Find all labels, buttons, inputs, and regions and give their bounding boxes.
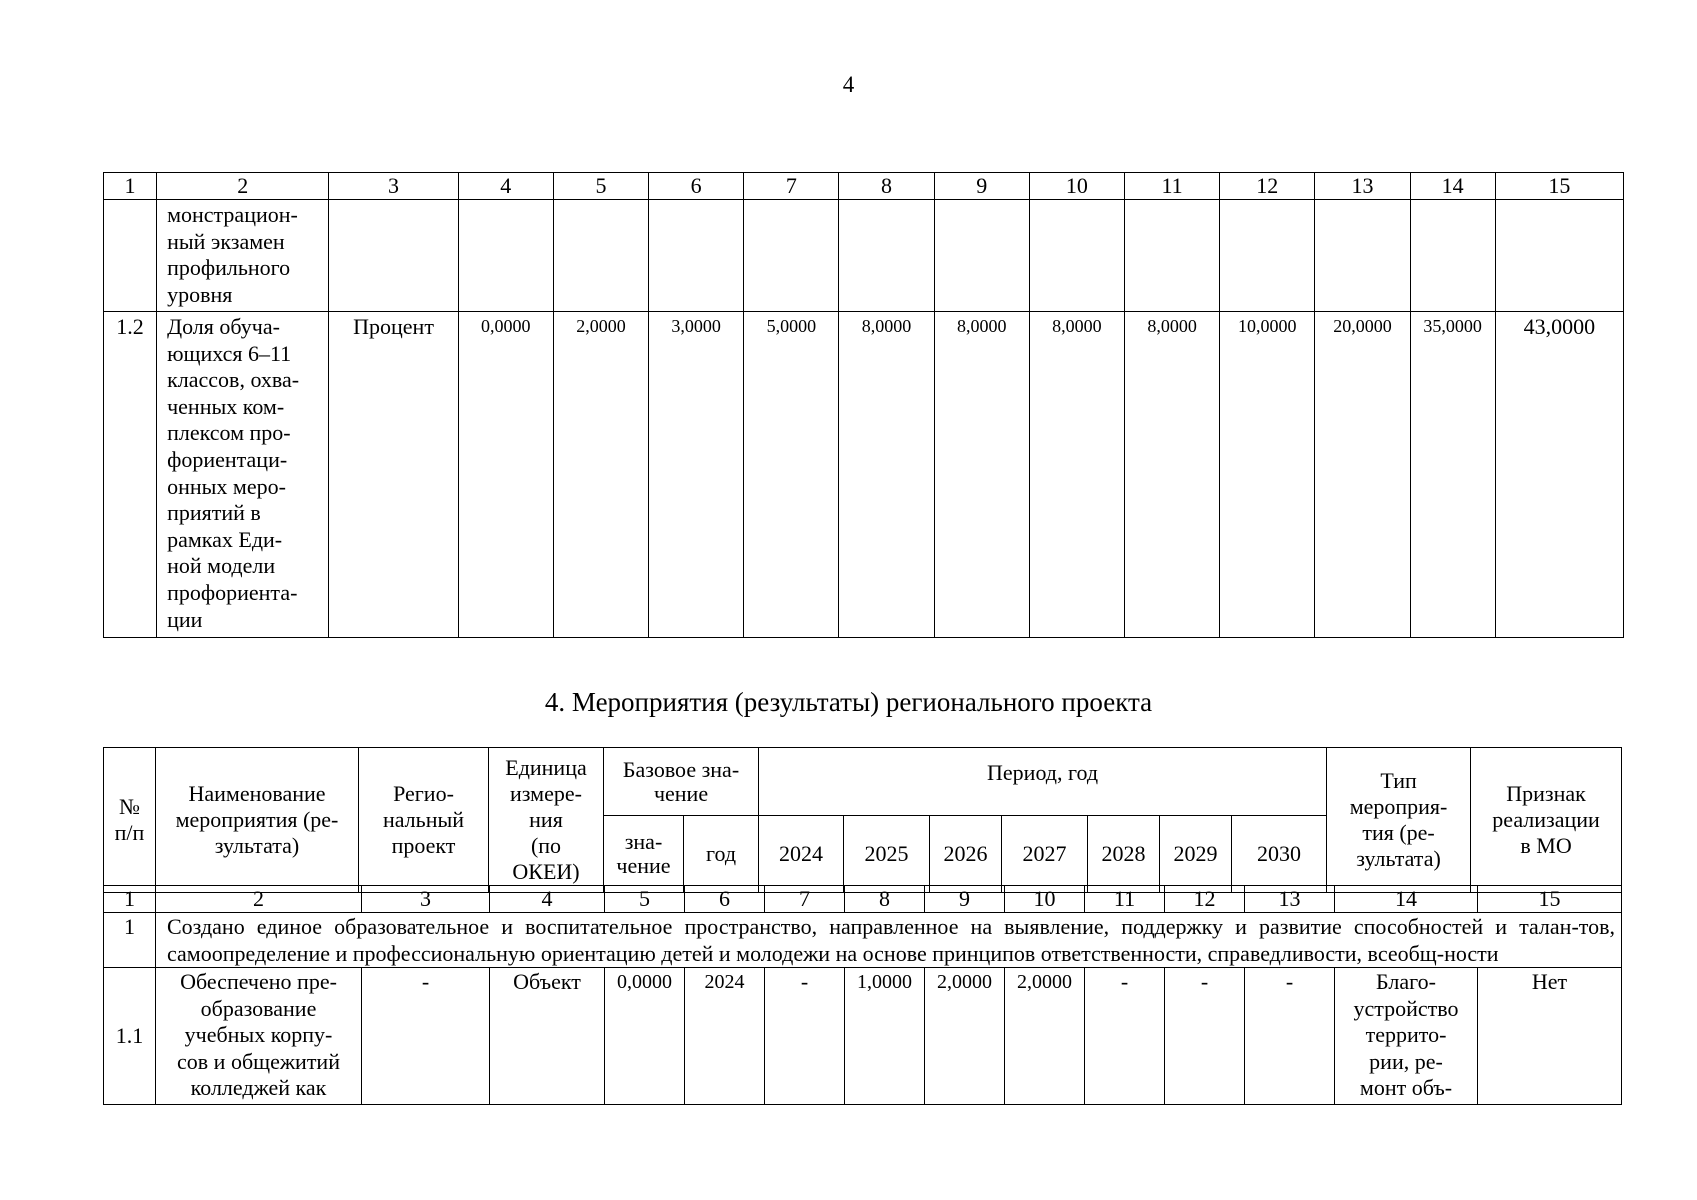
value-cell (649, 200, 744, 312)
value-cell (458, 200, 553, 312)
header-line: № (119, 794, 140, 819)
event-name (156, 968, 362, 1105)
group-number: 1 (104, 913, 156, 968)
page-number: 4 (842, 72, 855, 97)
column-number: 1 (104, 173, 157, 200)
header-line: измере- (510, 781, 582, 806)
base-value-subheader (604, 816, 684, 893)
group-description: Создано единое образовательное и воспитательное пространство, направленное на выявление, поддержку и развитие способностей и талан-тов, самоопределение и профессиональную ориентацию детей и молодежи на основе принципов ответственности, справедливости, всеобщ-ности (156, 913, 1622, 968)
base-year-subheader: год (684, 816, 759, 893)
column-number: 7 (765, 886, 845, 913)
name-line: плексом про- (167, 420, 291, 446)
value-cell (934, 200, 1029, 312)
value-cell: 2,0000 (553, 312, 648, 638)
type-line: устройство (1353, 995, 1459, 1021)
column-number: 10 (1005, 886, 1085, 913)
name-line: сов и общежитий (177, 1048, 340, 1074)
value-cell: 8,0000 (1124, 312, 1219, 638)
column-number: 11 (1124, 173, 1219, 200)
value-cell: 35,0000 (1410, 312, 1495, 638)
base-value-cell: 0,0000 (605, 968, 685, 1105)
header-line: чение (653, 780, 709, 806)
name-line: ции (167, 606, 203, 632)
header-line: тия (ре- (1362, 820, 1435, 845)
name-line: профильного (167, 255, 291, 281)
year-header: 2024 (759, 816, 844, 893)
type-line: монт объ- (1359, 1075, 1453, 1101)
value-cell: 20,0000 (1315, 312, 1410, 638)
row-number: 1.2 (104, 312, 157, 638)
column-number: 6 (649, 173, 744, 200)
column-number: 14 (1335, 886, 1478, 913)
column-number: 9 (934, 173, 1029, 200)
type-line: террито- (1365, 1022, 1447, 1048)
unit-cell (329, 200, 458, 312)
column-number: 12 (1165, 886, 1245, 913)
table-row (104, 312, 1624, 638)
name-line: ченных ком- (167, 393, 285, 419)
mo-header (1471, 748, 1622, 893)
value-cell (1495, 200, 1623, 312)
column-number: 15 (1478, 886, 1622, 913)
header-line: проект (391, 833, 456, 858)
name-line: образование (200, 995, 317, 1021)
header-line: Признак (1506, 781, 1586, 806)
column-number: 8 (839, 173, 934, 200)
column-number: 14 (1410, 173, 1495, 200)
column-number: 9 (925, 886, 1005, 913)
header-line: зультата) (1356, 846, 1441, 871)
column-number: 2 (157, 173, 329, 200)
column-number: 10 (1029, 173, 1124, 200)
name-line: учебных корпу- (184, 1022, 333, 1048)
value-cell (839, 200, 934, 312)
header-line: Тип (1380, 768, 1417, 793)
column-number-row (104, 173, 1624, 200)
year-value-cell: - (1245, 968, 1335, 1105)
name-line: Обеспечено пре- (180, 969, 337, 994)
row-number: 1.1 (104, 968, 156, 1105)
mo-cell: Нет (1478, 968, 1622, 1105)
table-row (104, 200, 1624, 312)
name-line: монстрацион- (167, 202, 298, 227)
column-number: 2 (156, 886, 362, 913)
column-number: 5 (553, 173, 648, 200)
value-cell (1410, 200, 1495, 312)
header-line: Наименование (188, 781, 326, 806)
row-number (104, 200, 157, 312)
value-cell: 8,0000 (839, 312, 934, 638)
header-line: Единица (505, 755, 587, 780)
column-number: 12 (1220, 173, 1315, 200)
header-line: зультата) (214, 833, 300, 858)
name-line: онных меро- (167, 473, 286, 499)
base-value-header (604, 748, 759, 816)
value-cell (1315, 200, 1410, 312)
value-cell: 8,0000 (1029, 312, 1124, 638)
year-header: 2028 (1088, 816, 1160, 893)
column-number: 4 (458, 173, 553, 200)
value-cell (1124, 200, 1219, 312)
header-line: п/п (114, 820, 145, 845)
regional-project-header (359, 748, 489, 893)
header-line: нальный (382, 807, 465, 832)
name-line: ный экзамен (167, 228, 285, 254)
name-line: приятий в (167, 500, 261, 526)
unit-header (489, 748, 604, 893)
indicator-name (157, 312, 329, 638)
type-line: Благо- (1376, 969, 1436, 994)
name-line: фориентаци- (167, 446, 288, 472)
header-line: Регио- (393, 781, 454, 806)
name-header (156, 748, 359, 893)
value-cell: 3,0000 (649, 312, 744, 638)
indicator-name (157, 200, 329, 312)
header-line: ОКЕИ) (512, 859, 580, 884)
value-cell (1029, 200, 1124, 312)
name-line: ющихся 6–11 (167, 340, 292, 366)
type-line: рии, ре- (1369, 1048, 1443, 1074)
column-number-row (104, 886, 1622, 913)
column-number: 6 (685, 886, 765, 913)
name-line: ной модели (167, 553, 276, 579)
section-title: 4. Мероприятия (результаты) регионального проекта (544, 687, 1153, 717)
name-line: уровня (167, 281, 233, 307)
year-header: 2029 (1160, 816, 1232, 893)
value-cell (1220, 200, 1315, 312)
year-header: 2026 (930, 816, 1002, 893)
value-cell: 5,0000 (744, 312, 839, 638)
value-cell (744, 200, 839, 312)
column-number: 7 (744, 173, 839, 200)
indicators-table (103, 172, 1624, 638)
type-header (1327, 748, 1471, 893)
header-line: реализации (1492, 807, 1600, 832)
year-value-cell: - (1085, 968, 1165, 1105)
column-number: 3 (329, 173, 458, 200)
events-table-header (103, 747, 1622, 893)
regional-project-cell: - (362, 968, 490, 1105)
year-header: 2027 (1002, 816, 1088, 893)
value-cell: 8,0000 (934, 312, 1029, 638)
column-number: 13 (1315, 173, 1410, 200)
num-header (104, 748, 156, 893)
column-number: 15 (1495, 173, 1623, 200)
name-line: Доля обуча- (167, 314, 280, 339)
header-line: ния (529, 807, 563, 832)
year-value-cell: - (1165, 968, 1245, 1105)
column-number: 3 (362, 886, 490, 913)
period-header: Период, год (759, 748, 1327, 816)
column-number: 11 (1085, 886, 1165, 913)
value-cell: 43,0000 (1495, 312, 1623, 638)
name-line: классов, охва- (167, 367, 300, 393)
unit-cell: Процент (329, 312, 458, 638)
value-cell: 0,0000 (458, 312, 553, 638)
column-number: 8 (845, 886, 925, 913)
year-value-cell: 1,0000 (845, 968, 925, 1105)
header-line: мероприя- (1349, 794, 1448, 819)
year-value-cell: 2,0000 (925, 968, 1005, 1105)
value-cell: 10,0000 (1220, 312, 1315, 638)
value-cell (553, 200, 648, 312)
header-line: мероприятия (ре- (175, 807, 339, 832)
header-line: в МО (1520, 833, 1572, 858)
name-line: колледжей как (190, 1075, 327, 1101)
column-number: 13 (1245, 886, 1335, 913)
column-number: 5 (605, 886, 685, 913)
column-number: 4 (490, 886, 605, 913)
column-number: 1 (104, 886, 156, 913)
year-header: 2025 (844, 816, 930, 893)
header-line: чение (616, 853, 671, 878)
year-value-cell: - (765, 968, 845, 1105)
header-line: Базовое зна- (622, 756, 740, 782)
table-row (104, 968, 1622, 1105)
base-year-cell: 2024 (685, 968, 765, 1105)
year-value-cell: 2,0000 (1005, 968, 1085, 1105)
name-line: рамках Еди- (167, 526, 283, 552)
unit-cell: Объект (490, 968, 605, 1105)
header-line: (по (530, 833, 562, 858)
task-group-row (104, 913, 1622, 968)
event-type-cell (1335, 968, 1478, 1105)
events-table (103, 885, 1622, 1105)
year-header: 2030 (1232, 816, 1327, 893)
header-line: зна- (624, 829, 663, 854)
name-line: профориента- (167, 579, 298, 605)
